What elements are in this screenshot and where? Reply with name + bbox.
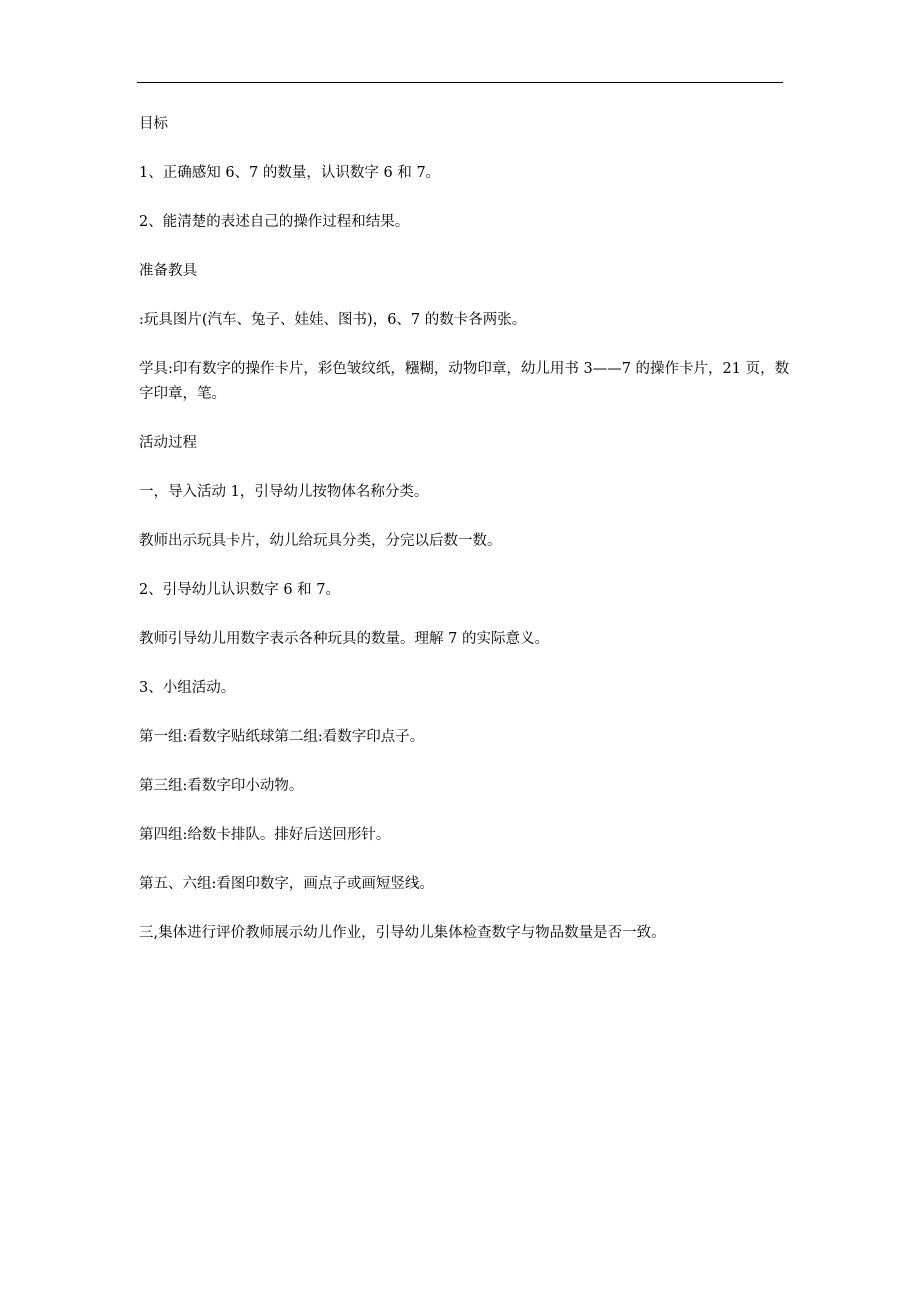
goal-item-1: 1、正确感知 6、7 的数量，认识数字 6 和 7。 xyxy=(139,165,441,181)
group-activity-4: 第四组:给数卡排队。排好后送回形针。 xyxy=(139,827,391,843)
learning-materials: 学具:印有数字的操作卡片，彩色皱纹纸，糨糊，动物印章，幼儿用书 3——7 的操作卡片，21 页，数字印章，笔。 xyxy=(139,361,790,402)
process-step-2: 2、引导幼儿认识数字 6 和 7。 xyxy=(139,582,341,598)
process-step-evaluation: 三,集体进行评价教师展示幼儿作业，引导幼儿集体检查数字与物品数量是否一致。 xyxy=(139,925,666,941)
process-step-1: 一，导入活动 1，引导幼儿按物体名称分类。 xyxy=(139,484,429,500)
section-heading-materials: 准备教具 xyxy=(139,263,197,279)
header-rule xyxy=(137,82,783,83)
section-heading-goals: 目标 xyxy=(139,116,168,132)
goal-item-2: 2、能清楚的表述自己的操作过程和结果。 xyxy=(139,214,410,230)
process-step-3: 3、小组活动。 xyxy=(139,680,236,696)
document-body xyxy=(139,112,791,970)
process-step-2-detail: 教师引导幼儿用数字表示各种玩具的数量。理解 7 的实际意义。 xyxy=(139,631,549,647)
group-activity-1-2: 第一组:看数字贴纸球第二组:看数字印点子。 xyxy=(139,729,425,745)
teaching-materials: :玩具图片(汽车、兔子、娃娃、图书)，6、7 的数卡各两张。 xyxy=(139,312,527,328)
group-activity-5-6: 第五、六组:看图印数字，画点子或画短竖线。 xyxy=(139,876,434,892)
process-step-1-detail: 教师出示玩具卡片，幼儿给玩具分类，分完以后数一数。 xyxy=(139,533,502,549)
group-activity-3: 第三组:看数字印小动物。 xyxy=(139,778,304,794)
section-heading-process: 活动过程 xyxy=(139,435,197,451)
